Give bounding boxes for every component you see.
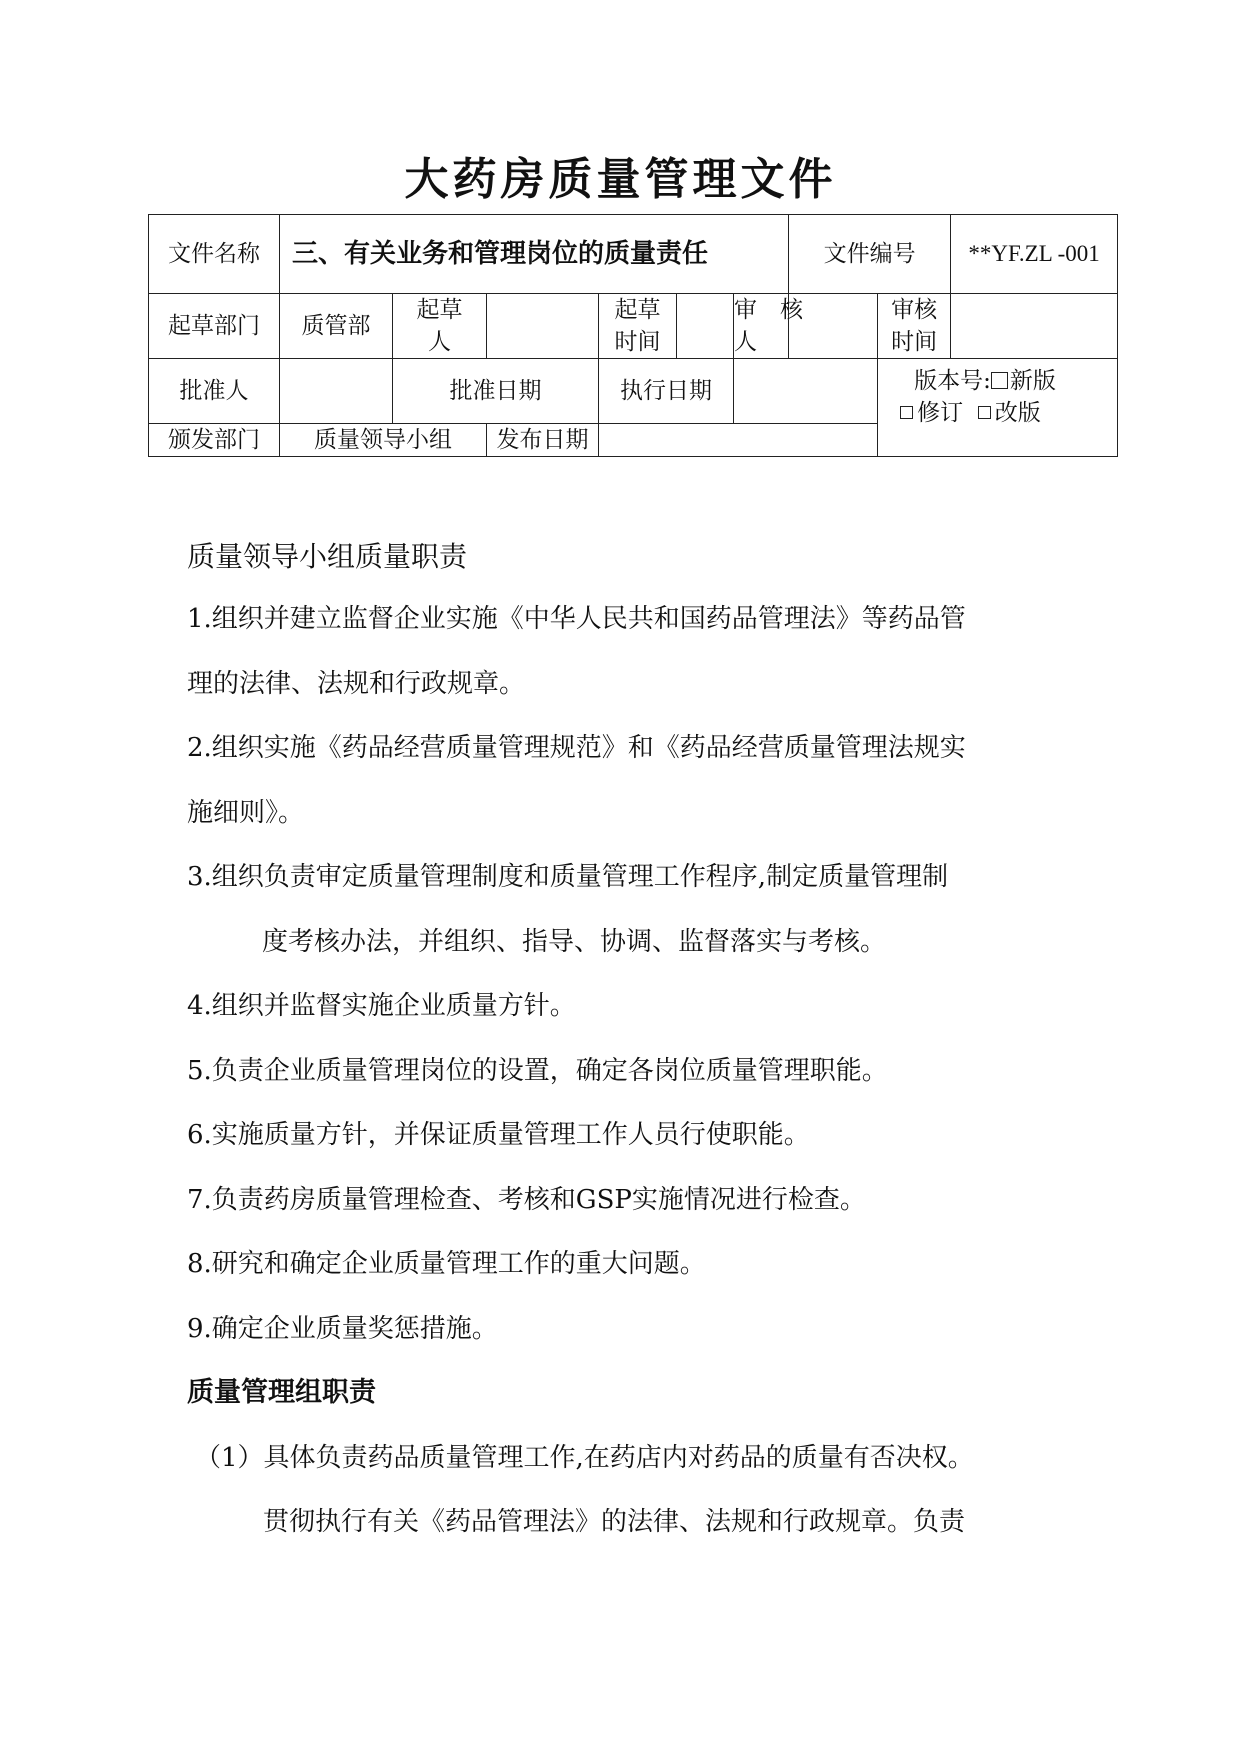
exec-date-value — [734, 359, 878, 424]
issue-date-label: 发布日期 — [487, 424, 599, 457]
version-new-label: 新版 — [1009, 368, 1056, 394]
drafter-label: 起草 人 — [393, 294, 487, 359]
section1-line-11: 8.研究和确定企业质量管理工作的重大问题。 — [187, 1249, 706, 1279]
version-new-checkbox[interactable] — [991, 372, 1008, 389]
issue-dept-label: 颁发部门 — [149, 424, 280, 457]
file-number-value: **YF.ZL -001 — [951, 215, 1118, 294]
section1-line-4: 施细则》。 — [187, 797, 305, 828]
approver-label: 批准人 — [149, 359, 280, 424]
section1-title: 质量领导小组质量职责 — [187, 540, 468, 573]
draft-dept-label: 起草部门 — [149, 294, 280, 359]
section1-line-6: 度考核办法，并组织、指导、协调、监督落实与考核。 — [262, 926, 887, 957]
document-body — [187, 527, 1067, 1555]
issue-dept-value: 质量领导小组 — [280, 424, 487, 457]
approve-date-label: 批准日期 — [393, 359, 599, 424]
file-number-label: 文件编号 — [789, 215, 951, 294]
section1-line-3: 2.组织实施《药品经营质量管理规范》和《药品经营质量管理法规实 — [187, 733, 966, 763]
section1-line-2: 理的法律、法规和行政规章。 — [187, 668, 526, 699]
section1-line-9: 6.实施质量方针，并保证质量管理工作人员行使职能。 — [187, 1120, 810, 1150]
file-name-label: 文件名称 — [149, 215, 280, 294]
reviewer-label: 审 核 人 — [734, 294, 789, 359]
exec-date-label: 执行日期 — [599, 359, 734, 424]
version-revise-label: 修订 — [917, 400, 964, 426]
issue-date-value — [599, 424, 878, 457]
draft-dept-value: 质管部 — [280, 294, 393, 359]
section1-line-8: 5.负责企业质量管理岗位的设置，确定各岗位质量管理职能。 — [187, 1055, 888, 1086]
review-time-label: 审核 时间 — [878, 294, 951, 359]
drafter-value — [487, 294, 599, 359]
section2-title: 质量管理组职责 — [187, 1377, 376, 1408]
section1-line-7: 4.组织并监督实施企业质量方针。 — [187, 991, 576, 1021]
draft-time-label: 起草 时间 — [599, 294, 677, 359]
version-cell — [878, 359, 1118, 457]
version-change-label: 改版 — [994, 400, 1041, 426]
section2-item1-line2: 贯彻执行有关《药品管理法》的法律、法规和行政规章。负责 — [263, 1507, 966, 1537]
document-title: 大药房质量管理文件 — [404, 154, 837, 205]
version-change-checkbox[interactable] — [978, 406, 991, 419]
version-revise-checkbox[interactable] — [900, 406, 913, 419]
section1-line-1: 1.组织并建立监督企业实施《中华人民共和国药品管理法》等药品管 — [187, 604, 966, 634]
document-header-table — [148, 214, 1118, 457]
version-label: 版本号: — [914, 368, 991, 394]
section1-line-10: 7.负责药房质量管理检查、考核和GSP实施情况进行检查。 — [187, 1184, 866, 1215]
approver-value — [280, 359, 393, 424]
section2-item1-line1: （1）具体负责药品质量管理工作,在药店内对药品的质量有否决权。 — [195, 1442, 974, 1473]
review-time-value — [951, 294, 1118, 359]
draft-time-value — [677, 294, 734, 359]
section1-line-5: 3.组织负责审定质量管理制度和质量管理工作程序,制定质量管理制 — [187, 862, 949, 892]
section1-line-12: 9.确定企业质量奖惩措施。 — [187, 1313, 498, 1344]
file-name-value: 三、有关业务和管理岗位的质量责任 — [280, 215, 789, 294]
